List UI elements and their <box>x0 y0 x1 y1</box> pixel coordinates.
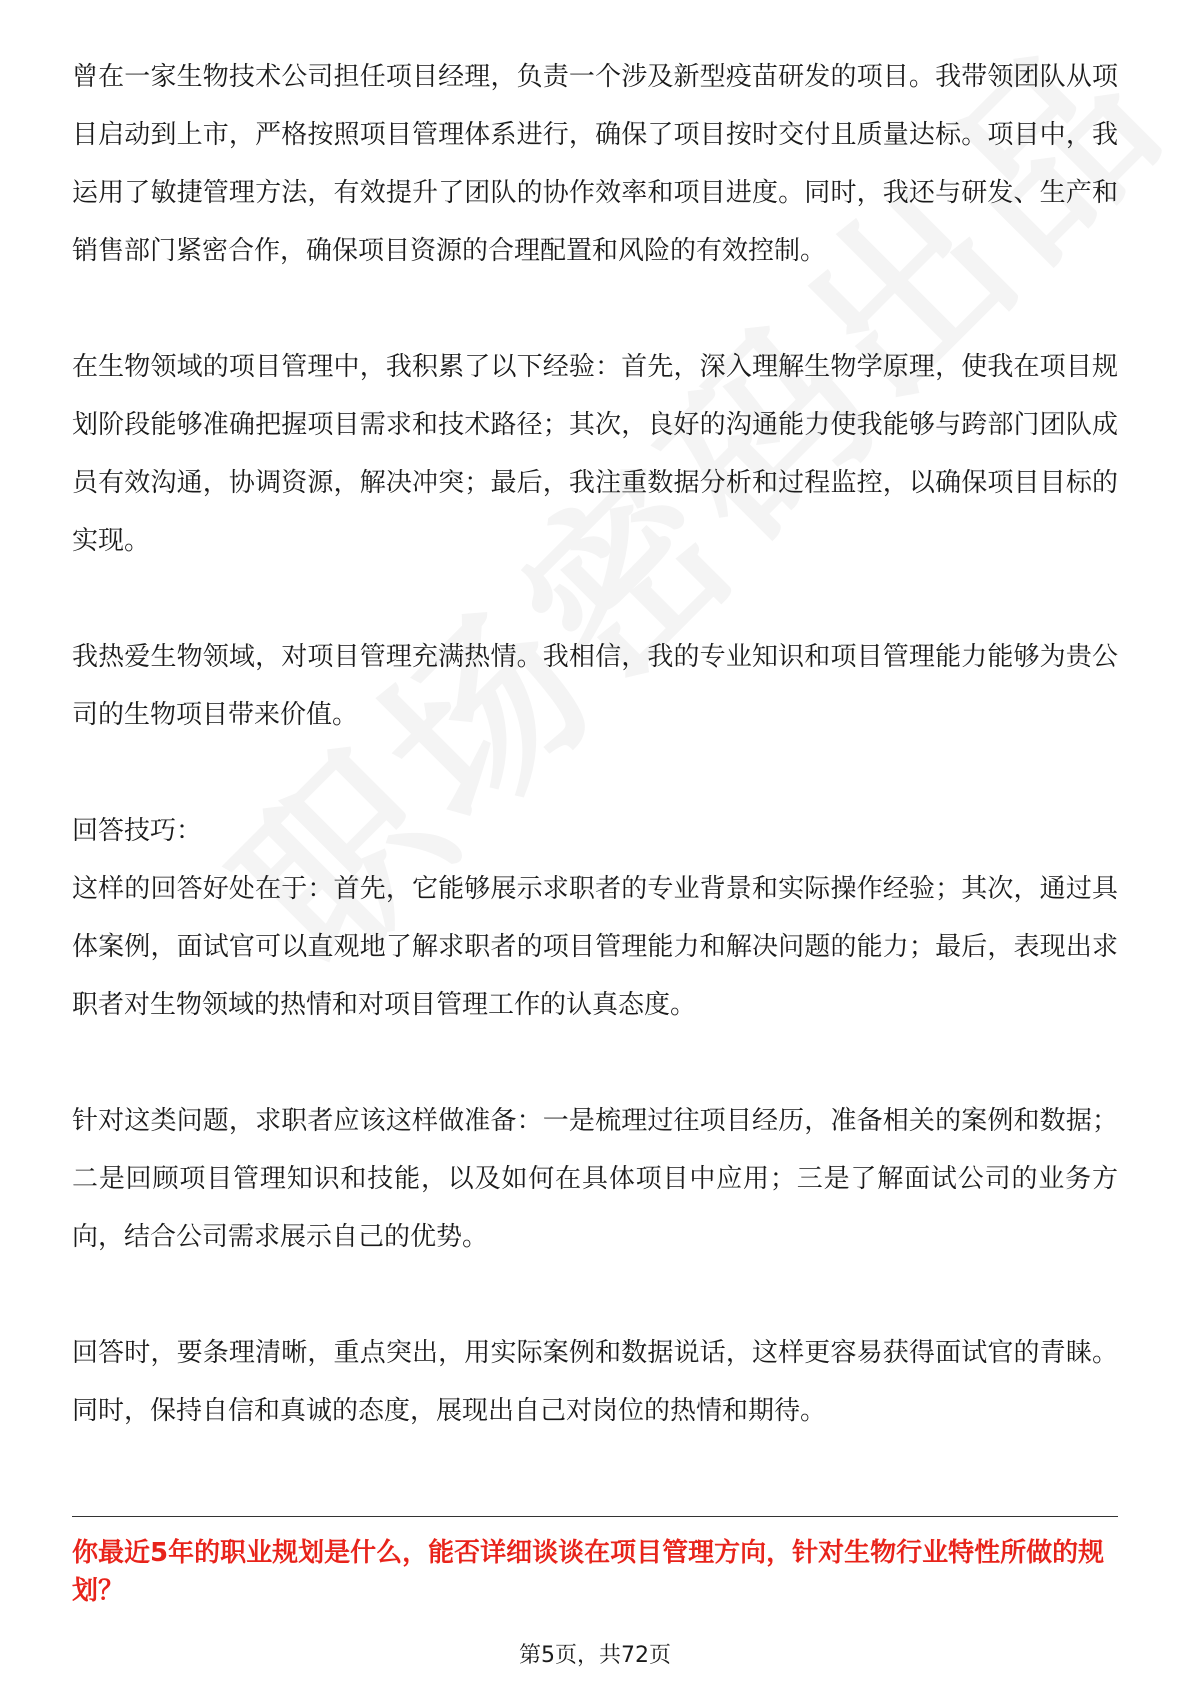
document-body <box>72 48 1118 1498</box>
page-indicator: 第5页，共72页 <box>519 1643 671 1668</box>
paragraph-experience-summary: 在生物领域的项目管理中，我积累了以下经验：首先，深入理解生物学原理，使我在项目规划阶段能够准确把握项目需求和技术路径；其次，良好的沟通能力使我能够与跨部门团队成员有效沟通，协调资源，解决冲突；最后，我注重数据分析和过程监控，以确保项目目标的实现。 <box>72 352 1118 556</box>
section-divider <box>72 1516 1118 1517</box>
paragraph-preparation-advice: 针对这类问题，求职者应该这样做准备：一是梳理过往项目经历，准备相关的案例和数据；二是回顾项目管理知识和技能，以及如何在具体项目中应用；三是了解面试公司的业务方向，结合公司需求展示自己的优势。 <box>72 1106 1118 1252</box>
paragraph-passion: 我热爱生物领域，对项目管理充满热情。我相信，我的专业知识和项目管理能力能够为贵公司的生物项目带来价值。 <box>72 642 1118 730</box>
next-question-heading: 你最近5年的职业规划是什么，能否详细谈谈在项目管理方向，针对生物行业特性所做的规划？ <box>72 1538 1105 1606</box>
tips-body: 这样的回答好处在于：首先，它能够展示求职者的专业背景和实际操作经验；其次，通过具体案例，面试官可以直观地了解求职者的项目管理能力和解决问题的能力；最后，表现出求职者对生物领域的热情和对项目管理工作的认真态度。 <box>72 874 1118 1020</box>
paragraph-answering-advice: 回答时，要条理清晰，重点突出，用实际案例和数据说话，这样更容易获得面试官的青睐。同时，保持自信和真诚的态度，展现出自己对岗位的热情和期待。 <box>72 1338 1118 1426</box>
tips-heading: 回答技巧： <box>72 816 203 846</box>
paragraph-project-experience: 曾在一家生物技术公司担任项目经理，负责一个涉及新型疫苗研发的项目。我带领团队从项目启动到上市，严格按照项目管理体系进行，确保了项目按时交付且质量达标。项目中，我运用了敏捷管理方法，有效提升了团队的协作效率和项目进度。同时，我还与研发、生产和销售部门紧密合作，确保项目资源的合理配置和风险的有效控制。 <box>72 62 1118 266</box>
